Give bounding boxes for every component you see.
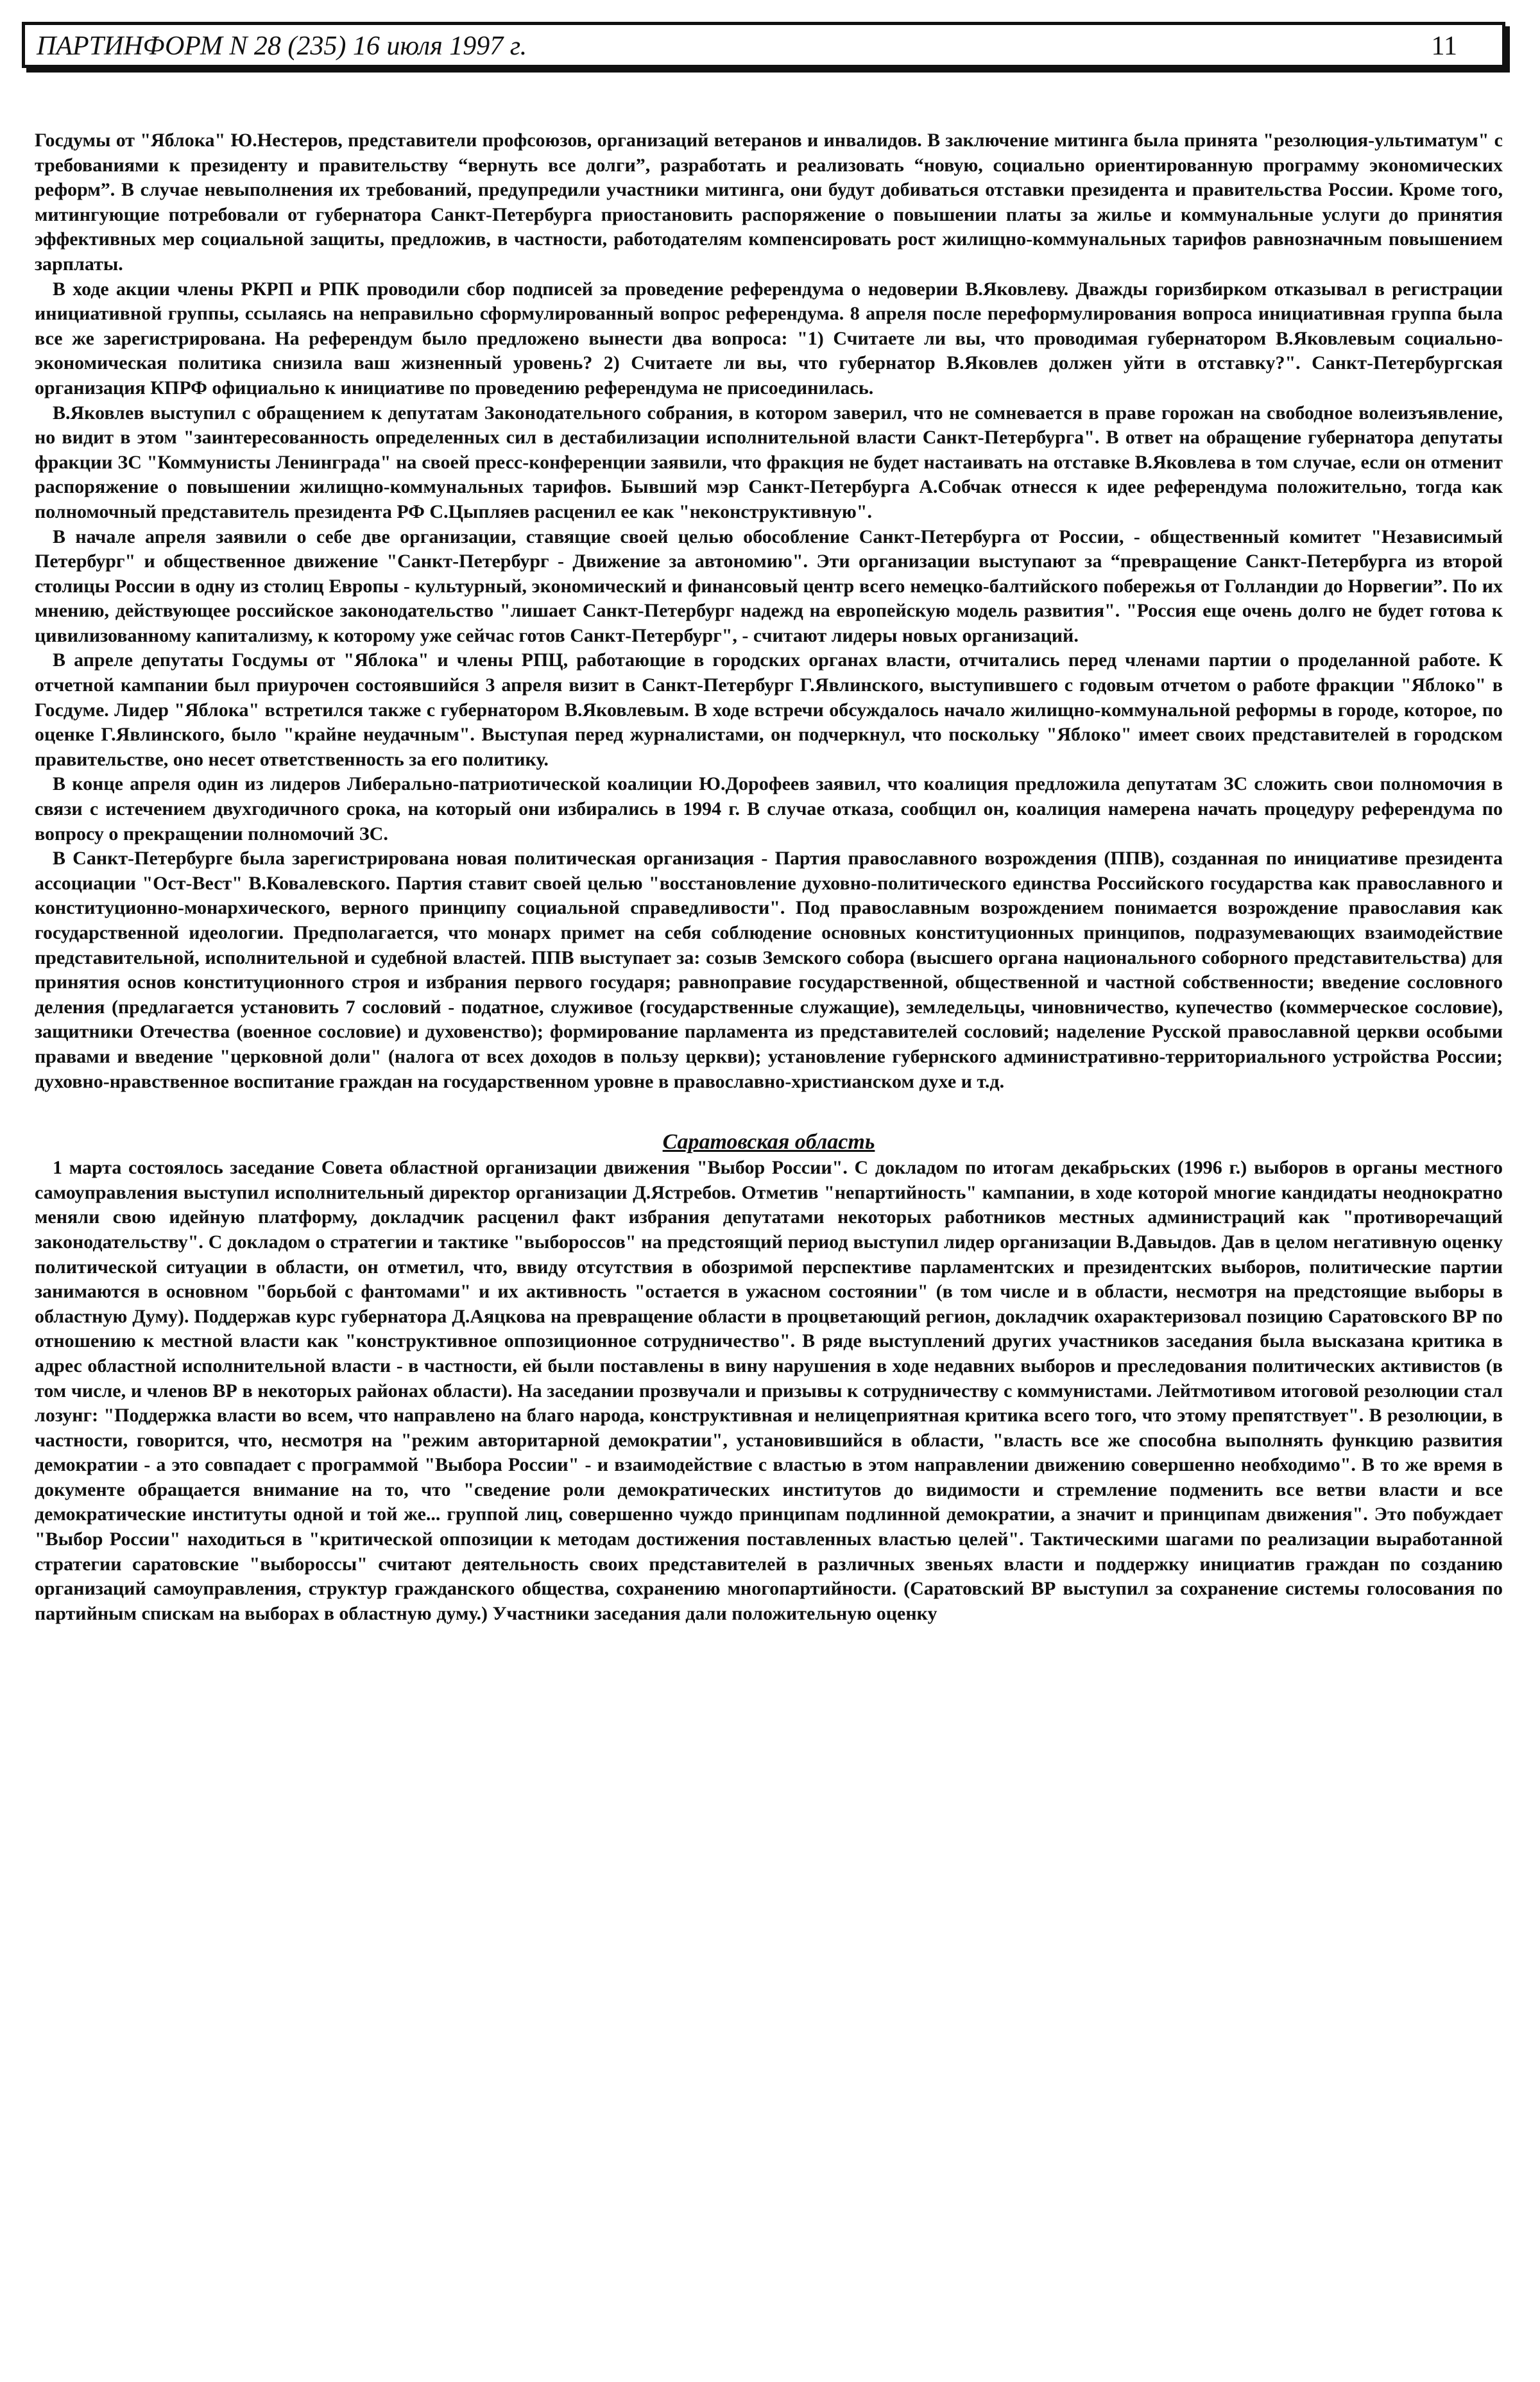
paragraph: В ходе акции члены РКРП и РПК проводили сбор подписей за проведение референдума о недоверии В.Яковлеву. Дважды горизбирком отказывал в регистрации инициативной группы, ссылаясь на неправильно сформулированный вопрос референдума. 8 апреля после переформулирования вопроса инициативная группа была все же зарегистрирована. На референдум было предложено вынести два вопроса: "1) Считаете ли вы, что проводимая губернатором В.Яковлевым социально-экономическая политика снизила ваш жизненный уровень? 2) Считаете ли вы, что губернатор В.Яковлев должен уйти в отставку?". Санкт-Петербургская организация КПРФ официально к инициативе по проведению референдума не присоединилась. — [35, 278, 1503, 398]
paragraph: В конце апреля один из лидеров Либерально-патриотической коалиции Ю.Дорофеев заявил, что коалиция предложила депутатам ЗС сложить свои полномочия в связи с истечением двухгодичного срока, на который они избирались в 1994 г. В случае отказа, сообщил он, коалиция намерена начать процедуру референдума по вопросу о прекращении полномочий ЗС. — [35, 773, 1503, 844]
publication-title: ПАРТИНФОРМ N 28 (235) 16 июля 1997 г. — [37, 31, 527, 61]
paragraph: В апреле депутаты Госдумы от "Яблока" и члены РПЦ, работающие в городских органах власти, отчитались перед членами партии о проделанной работе. К отчетной кампании был приурочен состоявшийся 3 апреля визит в Санкт-Петербург Г.Явлинского, выступившего с годовым отчетом о работе фракции "Яблоко" в Госдуме. Лидер "Яблока" встретился также с губернатором В.Яковлевым. В ходе встречи обсуждалось начало жилищно-коммунальной реформы в городе, которое, по оценке Г.Явлинского, было "крайне неудачным". Выступая перед журналистами, он подчеркнул, что поскольку "Яблоко" имеет своих представителей в городском правительстве, оно несет ответственность за его политику. — [35, 649, 1503, 770]
section-paragraph: 1 марта состоялось заседание Совета областной организации движения "Выбор России". С докладом по итогам декабрьских (1996 г.) выборов в органы местного самоуправления выступил исполнительный директор организации Д.Ястребов. Отметив "непартийность" кампании, в ходе которой многие кандидаты неоднократно меняли свою идейную платформу, докладчик расценил факт избрания депутатами некоторых работников местных администраций как "противоречащий законодательству". С докладом о стратегии и тактике "выбороссов" на предстоящий период выступил лидер организации В.Давыдов. Дав в целом негативную оценку политической ситуации в области, он отметил, что, ввиду отсутствия в обозримой перспективе парламентских и президентских выборов, политические партии занимаются в основном "борьбой с фантомами" и их активность "остается в ужасном состоянии" (в том числе и в области, несмотря на предстоящие выборы в областную Думу). Поддержав курс губернатора Д.Аяцкова на превращение области в процветающий регион, докладчик охарактеризовал позицию Саратовского ВР по отношению к местной власти как "конструктивное оппозиционное сотрудничество". В ряде выступлений других участников заседания была высказана критика в адрес областной исполнительной власти - в частности, ей были поставлены в вину нарушения в ходе недавних выборов и преследования политических активистов (в том числе, и членов ВР в некоторых районах области). На заседании прозвучали и призывы к сотрудничеству с коммунистами. Лейтмотивом итоговой резолюции стал лозунг: "Поддержка власти во всем, что направлено на благо народа, конструктивная и нелицеприятная критика всего того, что этому препятствует". В резолюции, в частности, говорится, что, несмотря на "режим авторитарной демократии", установившийся в области, "власть все же способна выполнять функцию развития демократии - а это совпадает с программой "Выбора России" - и взаимодействие с властью в этом направлении движению совершенно необходимо". В то же время в документе обращается внимание на то, что "сведение роли демократических институтов до видимости и стремление подменить все ветви власти и все демократические институты одной и той же... группой лиц, совершенно чуждо принципам подлинной демократии, а значит и принципам движения". Это побуждает "Выбор России" находиться в "критической оппозиции к методам достижения поставленных властью целей". Тактическими шагами по реализации выработанной стратегии саратовские "выбороссы" считают деятельность своих представителей в различных звеньях власти и поддержку инициатив граждан по созданию организаций самоуправления, структур гражданского общества, сохранению многопартийности. (Саратовский ВР выступил за сохранение системы голосования по партийным спискам на выборах в областную думу.) Участники заседания дали положительную оценку — [35, 1157, 1503, 1624]
paragraph: Госдумы от "Яблока" Ю.Нестеров, представители профсоюзов, организаций ветеранов и инвалидов. В заключение митинга была принята "резолюция-ультиматум" с требованиями к президенту и правительству “вернуть все долги”, разработать и реализовать “новую, социально ориентированную программу экономических реформ”. В случае невыполнения их требований, предупредили участники митинга, они будут добиваться отставки президента и правительства России. Кроме того, митингующие потребовали от губернатора Санкт-Петербурга приостановить распоряжение о повышении платы за жилье и коммунальные услуги до принятия эффективных мер социальной защиты, предложив, в частности, работодателям компенсировать рост жилищно-коммунальных тарифов равнозначным повышением зарплаты. — [35, 130, 1503, 275]
paragraph: В.Яковлев выступил с обращением к депутатам Законодательного собрания, в котором заверил, что не сомневается в праве горожан на свободное волеизъявление, но видит в этом "заинтересованность определенных сил в дестабилизации исполнительной власти Санкт-Петербурга". В ответ на обращение губернатора депутаты фракции ЗС "Коммунисты Ленинграда" на своей пресс-конференции заявили, что фракция не будет настаивать на отставке В.Яковлева в том случае, если он отменит распоряжение о повышении жилищно-коммунальных тарифов. Бывший мэр Санкт-Петербурга А.Собчак отнесся к идее референдума положительно, тогда как полномочный представитель президента РФ С.Цыпляев расценил ее как "неконструктивную". — [35, 402, 1503, 522]
page-number: 11 — [1431, 31, 1457, 61]
article-body — [35, 128, 1503, 1626]
paragraph: В начале апреля заявили о себе две организации, ставящие своей целью обособление Санкт-Петербурга от России, - общественный комитет "Независимый Петербург" и общественное движение "Санкт-Петербург - Движение за автономию". Эти организации выступают за “превращение Санкт-Петербурга из второй столицы России в одну из столиц Европы - культурный, экономический и финансовый центр всего немецко-балтийского побережья от Голландии до Норвегии”. По их мнению, действующее российское законодательство "лишает Санкт-Петербург надежд на европейскую модель развития". "Россия еще очень долго не будет готова к цивилизованному капитализму, к которому уже сейчас готов Санкт-Петербург", - считают лидеры новых организаций. — [35, 526, 1503, 646]
page-header — [22, 22, 1505, 68]
section-heading: Саратовская область — [662, 1130, 875, 1154]
paragraph: В Санкт-Петербурге была зарегистрирована новая политическая организация - Партия православного возрождения (ППВ), созданная по инициативе президента ассоциации "Ост-Вест" В.Ковалевского. Партия ставит своей целью "восстановление духовно-политического единства Российского государства как православного и конституционно-монархического, верного принципу социальной справедливости". Под православным возрождением понимается возрождение православия как государственной идеологии. Предполагается, что монарх примет на себя соблюдение основных конституционных принципов, подразумевающих взаимодействие представительной, исполнительной и судебной властей. ППВ выступает за: созыв Земского собора (высшего органа национального соборного представительства) для принятия основ конституционного строя и избрания первого государя; равноправие государственной, общественной и частной собственности; введение сословного деления (предлагается установить 7 сословий - податное, служивое (государственные служащие), земледельцы, чиновничество, купечество (коммерческое сословие), защитники Отечества (военное сословие) и духовенство); формирование парламента из представителей сословий; наделение Русской православной церкви особыми правами и введение "церковной доли" (налога от всех доходов в пользу церкви); установление губернского административно-территориального устройства России; духовно-нравственное воспитание граждан на государственном уровне в православно-христианском духе и т.д. — [35, 848, 1503, 1092]
